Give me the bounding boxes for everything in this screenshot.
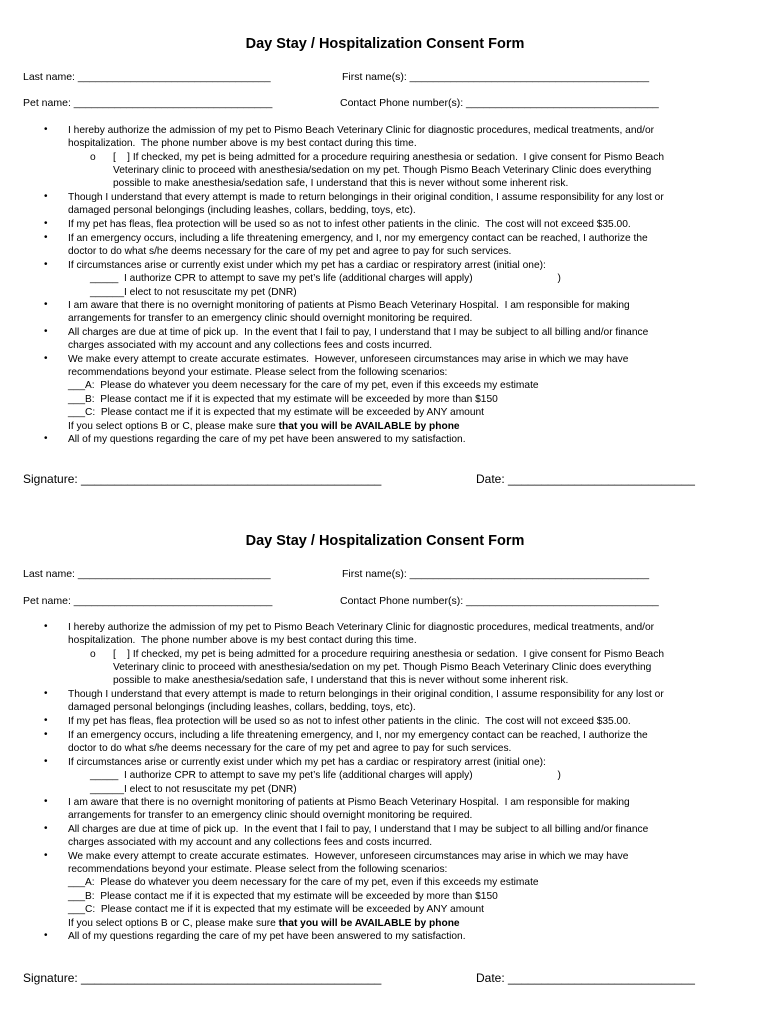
bullet: • — [44, 930, 48, 941]
signature-field[interactable]: Signature: _____________________________________________ — [23, 472, 382, 486]
bullet: • — [44, 823, 48, 834]
term-line: If circumstances arise or currently exist under which my pet has a cardiac or respiratory arrest (initial one): — [68, 260, 546, 271]
bullet: • — [44, 433, 48, 444]
estimate-option-a[interactable]: ___A: Please do whatever you deem necessary for the care of my pet, even if this exceeds my estimate — [68, 877, 539, 888]
term-line: charges associated with my account and any collections fees and costs incurred. — [68, 837, 433, 848]
last-name-field[interactable]: Last name: _________________________________ — [23, 71, 271, 83]
availability-note — [68, 420, 460, 433]
term-line: If an emergency occurs, including a life threatening emergency, and I, nor my emergency contact can be reached, I authorize the — [68, 233, 648, 244]
bullet: • — [44, 796, 48, 807]
term-line: If an emergency occurs, including a life threatening emergency, and I, nor my emergency contact can be reached, I authorize the — [68, 730, 648, 741]
term-line: hospitalization. The phone number above is my best contact during this time. — [68, 138, 417, 149]
estimate-option-c[interactable]: ___C: Please contact me if it is expected that my estimate will be exceeded by ANY amount — [68, 904, 485, 915]
bullet: • — [44, 232, 48, 243]
term-line: Veterinary clinic to proceed with anesthesia/sedation on my pet. Though Pismo Beach Veterinary Clinic does everything — [113, 165, 652, 176]
term-line: All charges are due at time of pick up. In the event that I fail to pay, I understand that I may be subject to all billing and/or finance — [68, 824, 649, 835]
date-field[interactable]: Date: ____________________________ — [476, 472, 695, 486]
bullet: • — [44, 688, 48, 699]
form-title: Day Stay / Hospitalization Consent Form — [245, 533, 525, 549]
bullet: • — [44, 621, 48, 632]
availability-note-bold: that you will be AVAILABLE by phone — [278, 918, 460, 929]
dnr-option-line[interactable]: ______I elect to not resuscitate my pet (DNR) — [90, 784, 297, 795]
term-line: If my pet has fleas, flea protection will be used so as not to infest other patients in the clinic. The cost will not exceed $35.00. — [68, 219, 631, 230]
term-line: I am aware that there is no overnight monitoring of patients at Pismo Beach Veterinary Hospital. I am responsible for making — [68, 300, 630, 311]
cpr-option-line[interactable]: _____ I authorize CPR to attempt to save my pet’s life (additional charges will apply) ) — [90, 770, 561, 781]
term-line: hospitalization. The phone number above is my best contact during this time. — [68, 635, 417, 646]
term-line: doctor to do what s/he deems necessary for the care of my pet and agree to pay for such services. — [68, 743, 512, 754]
first-names-field[interactable]: First name(s): _________________________________________ — [342, 568, 650, 580]
availability-note-text: If you select options B or C, please make sure — [68, 918, 279, 929]
term-line: I hereby authorize the admission of my pet to Pismo Beach Veterinary Clinic for diagnostic procedures, medical treatments, and/or — [68, 125, 655, 136]
availability-note-bold: that you will be AVAILABLE by phone — [278, 421, 460, 432]
term-line: We make every attempt to create accurate estimates. However, unforeseen circumstances may arise in which we may have — [68, 851, 629, 862]
dnr-option-line[interactable]: ______I elect to not resuscitate my pet (DNR) — [90, 287, 297, 298]
term-line: charges associated with my account and any collections fees and costs incurred. — [68, 340, 433, 351]
cpr-option-line[interactable]: _____ I authorize CPR to attempt to save my pet’s life (additional charges will apply) ) — [90, 273, 561, 284]
bullet: • — [44, 353, 48, 364]
term-line: Though I understand that every attempt is made to return belongings in their original condition, I assume responsibility for any lost or — [68, 689, 664, 700]
term-line: All charges are due at time of pick up. In the event that I fail to pay, I understand that I may be subject to all billing and/or finance — [68, 327, 649, 338]
term-line: I hereby authorize the admission of my pet to Pismo Beach Veterinary Clinic for diagnostic procedures, medical treatments, and/or — [68, 622, 655, 633]
date-field[interactable]: Date: ____________________________ — [476, 971, 695, 985]
signature-field[interactable]: Signature: _____________________________________________ — [23, 971, 382, 985]
term-line: I am aware that there is no overnight monitoring of patients at Pismo Beach Veterinary Hospital. I am responsible for making — [68, 797, 630, 808]
term-line: Veterinary clinic to proceed with anesthesia/sedation on my pet. Though Pismo Beach Veterinary Clinic does everything — [113, 662, 652, 673]
estimate-option-b[interactable]: ___B: Please contact me if it is expected that my estimate will be exceeded by more than $150 — [68, 394, 498, 405]
bullet: • — [44, 218, 48, 229]
form-title: Day Stay / Hospitalization Consent Form — [245, 36, 525, 52]
term-line: If my pet has fleas, flea protection will be used so as not to infest other patients in the clinic. The cost will not exceed $35.00. — [68, 716, 631, 727]
availability-note — [68, 917, 460, 930]
bullet: • — [44, 729, 48, 740]
term-line: arrangements for transfer to an emergency clinic should overnight monitoring be required. — [68, 810, 473, 821]
bullet: • — [44, 756, 48, 767]
bullet: • — [44, 299, 48, 310]
first-names-field[interactable]: First name(s): _________________________________________ — [342, 71, 650, 83]
term-line: recommendations beyond your estimate. Please select from the following scenarios: — [68, 864, 448, 875]
term-line: possible to make anesthesia/sedation safe, I understand that this is never without some inherent risk. — [113, 675, 569, 686]
bullet: • — [44, 259, 48, 270]
sub-marker: o — [90, 649, 96, 660]
availability-note-text: If you select options B or C, please make sure — [68, 421, 279, 432]
term-line: If circumstances arise or currently exist under which my pet has a cardiac or respiratory arrest (initial one): — [68, 757, 546, 768]
estimate-option-b[interactable]: ___B: Please contact me if it is expected that my estimate will be exceeded by more than $150 — [68, 891, 498, 902]
estimate-option-a[interactable]: ___A: Please do whatever you deem necessary for the care of my pet, even if this exceeds my estimate — [68, 380, 539, 391]
bullet: • — [44, 191, 48, 202]
contact-phone-field[interactable]: Contact Phone number(s): _________________________________ — [340, 595, 659, 607]
last-name-field[interactable]: Last name: _________________________________ — [23, 568, 271, 580]
estimate-option-c[interactable]: ___C: Please contact me if it is expected that my estimate will be exceeded by ANY amount — [68, 407, 485, 418]
term-line: All of my questions regarding the care of my pet have been answered to my satisfaction. — [68, 931, 466, 942]
anesthesia-checkbox-line[interactable]: [ ] If checked, my pet is being admitted for a procedure requiring anesthesia or sedation. I give consent for Pismo Beach — [113, 649, 664, 660]
term-line: recommendations beyond your estimate. Please select from the following scenarios: — [68, 367, 448, 378]
term-line: damaged personal belongings (including leashes, collars, bedding, toys, etc). — [68, 205, 416, 216]
contact-phone-field[interactable]: Contact Phone number(s): _________________________________ — [340, 97, 659, 109]
anesthesia-checkbox-line[interactable]: [ ] If checked, my pet is being admitted for a procedure requiring anesthesia or sedation. I give consent for Pismo Beach — [113, 152, 664, 163]
term-line: doctor to do what s/he deems necessary for the care of my pet and agree to pay for such services. — [68, 246, 512, 257]
term-line: All of my questions regarding the care of my pet have been answered to my satisfaction. — [68, 434, 466, 445]
pet-name-field[interactable]: Pet name: __________________________________ — [23, 97, 273, 109]
bullet: • — [44, 124, 48, 135]
term-line: damaged personal belongings (including leashes, collars, bedding, toys, etc). — [68, 702, 416, 713]
term-line: We make every attempt to create accurate estimates. However, unforeseen circumstances may arise in which we may have — [68, 354, 629, 365]
bullet: • — [44, 326, 48, 337]
term-line: possible to make anesthesia/sedation safe, I understand that this is never without some inherent risk. — [113, 178, 569, 189]
pet-name-field[interactable]: Pet name: __________________________________ — [23, 595, 273, 607]
sub-marker: o — [90, 152, 96, 163]
term-line: arrangements for transfer to an emergency clinic should overnight monitoring be required. — [68, 313, 473, 324]
term-line: Though I understand that every attempt is made to return belongings in their original condition, I assume responsibility for any lost or — [68, 192, 664, 203]
bullet: • — [44, 715, 48, 726]
bullet: • — [44, 850, 48, 861]
